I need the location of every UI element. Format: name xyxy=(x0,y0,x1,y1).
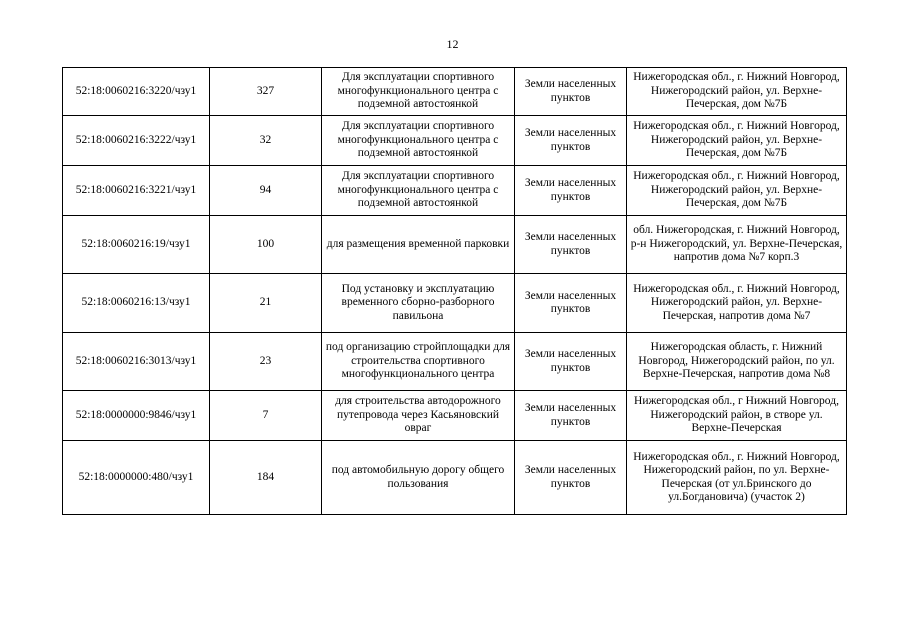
address-cell: Нижегородская обл., г. Нижний Новгород, Нижегородский район, ул. Верхне-Печерская, напротив дома №7 xyxy=(627,274,847,333)
table-row xyxy=(63,166,847,216)
land-category-cell: Земли населенных пунктов xyxy=(515,116,627,166)
land-category-cell: Земли населенных пунктов xyxy=(515,68,627,116)
purpose-cell: под автомобильную дорогу общего пользования xyxy=(322,441,515,515)
area-cell: 184 xyxy=(210,441,322,515)
table-row xyxy=(63,333,847,391)
table-row xyxy=(63,216,847,274)
area-cell: 7 xyxy=(210,391,322,441)
table-row xyxy=(63,441,847,515)
area-cell: 32 xyxy=(210,116,322,166)
table-row xyxy=(63,274,847,333)
cadastral-number-cell: 52:18:0000000:480/чзу1 xyxy=(63,441,210,515)
cadastral-number-cell: 52:18:0000000:9846/чзу1 xyxy=(63,391,210,441)
address-cell: Нижегородская обл., г. Нижний Новгород, Нижегородский район, ул. Верхне-Печерская, дом №7Б xyxy=(627,166,847,216)
cadastral-number-cell: 52:18:0060216:3221/чзу1 xyxy=(63,166,210,216)
address-cell: Нижегородская область, г. Нижний Новгород, Нижегородский район, по ул. Верхне-Печерская, напротив дома №8 xyxy=(627,333,847,391)
area-cell: 21 xyxy=(210,274,322,333)
purpose-cell: Для эксплуатации спортивного многофункционального центра с подземной автостоянкой xyxy=(322,116,515,166)
area-cell: 100 xyxy=(210,216,322,274)
table-row xyxy=(63,68,847,116)
address-cell: обл. Нижегородская, г. Нижний Новгород, р-н Нижегородский, ул. Верхне-Печерская, напротив дома №7 корп.3 xyxy=(627,216,847,274)
purpose-cell: для строительства автодорожного путепровода через Касьяновский овраг xyxy=(322,391,515,441)
land-plots-table xyxy=(62,67,847,515)
purpose-cell: Под установку и эксплуатацию временного сборно-разборного павильона xyxy=(322,274,515,333)
land-category-cell: Земли населенных пунктов xyxy=(515,441,627,515)
area-cell: 23 xyxy=(210,333,322,391)
purpose-cell: под организацию стройплощадки для строительства спортивного многофункционального центра xyxy=(322,333,515,391)
area-cell: 94 xyxy=(210,166,322,216)
table-row xyxy=(63,391,847,441)
cadastral-number-cell: 52:18:0060216:13/чзу1 xyxy=(63,274,210,333)
address-cell: Нижегородская обл., г. Нижний Новгород, Нижегородский район, ул. Верхне-Печерская, дом №7Б xyxy=(627,116,847,166)
land-category-cell: Земли населенных пунктов xyxy=(515,166,627,216)
cadastral-number-cell: 52:18:0060216:19/чзу1 xyxy=(63,216,210,274)
land-category-cell: Земли населенных пунктов xyxy=(515,274,627,333)
table-row xyxy=(63,116,847,166)
purpose-cell: Для эксплуатации спортивного многофункционального центра с подземной автостоянкой xyxy=(322,166,515,216)
area-cell: 327 xyxy=(210,68,322,116)
land-category-cell: Земли населенных пунктов xyxy=(515,333,627,391)
address-cell: Нижегородская обл., г. Нижний Новгород, Нижегородский район, по ул. Верхне-Печерская (от ул.Бринского до ул.Богдановича) (участок 2) xyxy=(627,441,847,515)
cadastral-number-cell: 52:18:0060216:3222/чзу1 xyxy=(63,116,210,166)
purpose-cell: для размещения временной парковки xyxy=(322,216,515,274)
purpose-cell: Для эксплуатации спортивного многофункционального центра с подземной автостоянкой xyxy=(322,68,515,116)
land-category-cell: Земли населенных пунктов xyxy=(515,216,627,274)
page-number: 12 xyxy=(446,37,459,51)
address-cell: Нижегородская обл., г. Нижний Новгород, Нижегородский район, ул. Верхне-Печерская, дом №7Б xyxy=(627,68,847,116)
cadastral-number-cell: 52:18:0060216:3013/чзу1 xyxy=(63,333,210,391)
address-cell: Нижегородская обл., г Нижний Новгород, Нижегородский район, в створе ул. Верхне-Печерская xyxy=(627,391,847,441)
land-category-cell: Земли населенных пунктов xyxy=(515,391,627,441)
cadastral-number-cell: 52:18:0060216:3220/чзу1 xyxy=(63,68,210,116)
